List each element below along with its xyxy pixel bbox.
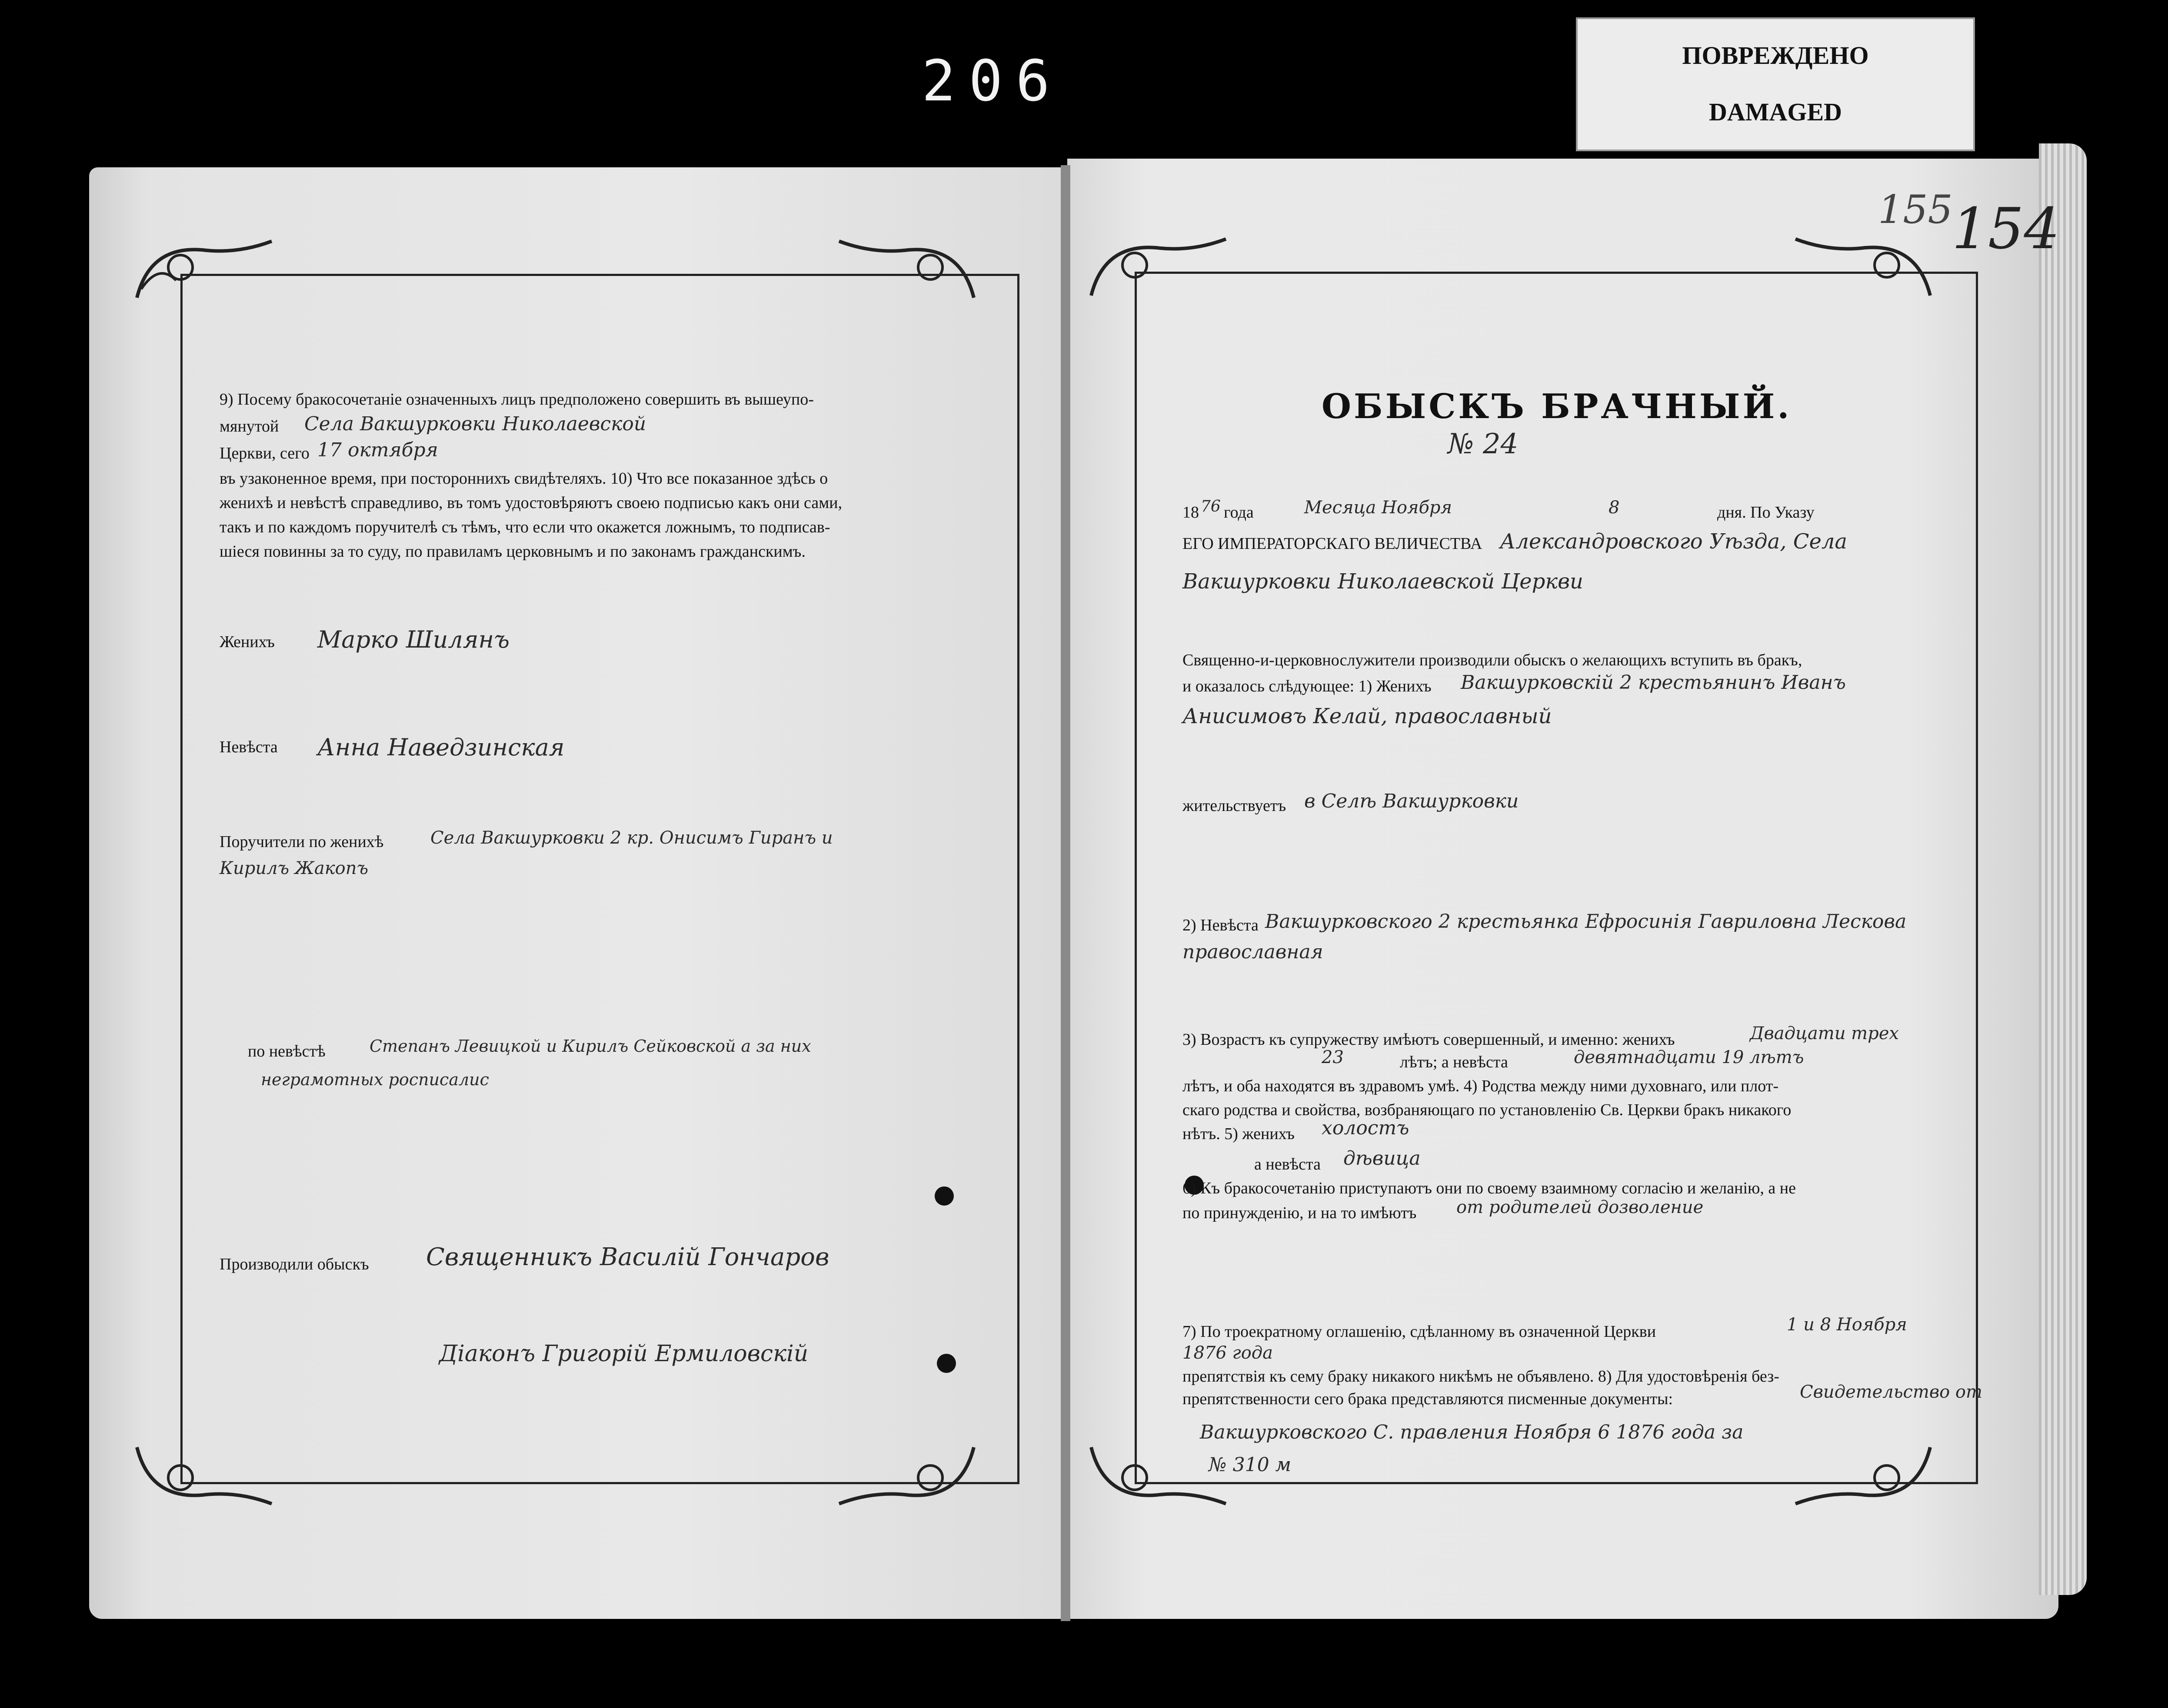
clause9-line2: мянутой <box>220 417 279 435</box>
clause9-line3: Церкви, сего <box>220 444 310 462</box>
bride-handwritten-1: Вакшурковского 2 крестьянка Ефросинія Гавриловна Лескова <box>1265 910 1907 933</box>
banns-line1: 7) По троекратному оглашенію, сдѣланному въ означенной Церкви <box>1182 1323 1656 1341</box>
clause9-church-handwritten: Села Вакшурковки Николаевской <box>304 413 646 435</box>
groom-status-handwritten: холостъ <box>1322 1117 1409 1139</box>
clause9-line1: 9) Посему бракосочетаніе означенныхъ лицъ предположено совершить въ вышеупо- <box>220 390 814 409</box>
guarantors-bride-label: по невѣстѣ <box>248 1042 326 1060</box>
age-line2: лѣтъ; а невѣста <box>1400 1053 1508 1071</box>
clause9-line4: въ узаконенное время, при постороннихъ свидѣтеляхъ. 10) Что все показанное здѣсь о <box>220 469 828 488</box>
age-line1: 3) Возрастъ къ супружеству имѣютъ совершенный, и именно: женихъ <box>1182 1030 1675 1049</box>
conducted-handwritten-1: Священникъ Василій Гончаров <box>426 1243 829 1271</box>
documents-handwritten-1: Свидетельство от <box>1800 1382 1982 1402</box>
banns-line3: препятственности сего брака представляются писменные документы: <box>1182 1390 1673 1408</box>
left-bottom-right-ornament-icon <box>835 1443 978 1508</box>
ukaz-place-handwritten-1: Александровского Уѣзда, Села <box>1500 529 1848 554</box>
date-line-mid: года <box>1224 503 1254 522</box>
right-page-frame <box>1135 272 1978 1484</box>
book-spine <box>1061 165 1070 1621</box>
groom-handwritten: Марко Шилянъ <box>317 626 510 653</box>
right-top-right-ornament-icon <box>1791 235 1935 300</box>
clause9-line6: такъ и по каждомъ поручителѣ съ тѣмъ, что если что окажется ложнымъ, то подписав- <box>220 518 830 536</box>
age-line3: лѣтъ, и оба находятся въ здравомъ умѣ. 4) Родства между ними духовнаго, или плот- <box>1182 1077 1779 1095</box>
guarantors-groom-handwritten-1: Села Вакшурковки 2 кр. Онисимъ Гиранъ и <box>430 828 833 848</box>
bride-label: Невѣста <box>220 738 278 756</box>
date-month-handwritten: Месяца Ноября <box>1304 498 1452 518</box>
bride-handwritten: Анна Наведзинская <box>317 734 565 761</box>
ukaz-place-handwritten-2: Вакшурковки Николаевской Церкви <box>1182 569 1583 594</box>
document-number-handwritten: № 24 <box>1448 428 1519 460</box>
banns-year-handwritten: 1876 года <box>1182 1343 1273 1363</box>
date-line-prefix: 18 <box>1182 503 1199 522</box>
date-day-handwritten: 8 <box>1609 498 1620 518</box>
age-line5: нѣтъ. 5) женихъ <box>1182 1125 1295 1143</box>
clergy-line1: Священно-и-церковнослужители производили обыскъ о желающихъ вступить въ бракъ, <box>1182 651 1802 669</box>
damaged-stamp <box>1576 17 1975 151</box>
clause9-line5: женихѣ и невѣстѣ справедливо, въ томъ удостовѣряютъ своею подписью какъ они сами, <box>220 494 843 512</box>
right-bottom-right-ornament-icon <box>1791 1443 1935 1508</box>
clause9-date-handwritten: 17 октября <box>317 439 438 461</box>
groom-handwritten-2: Анисимовъ Келай, православный <box>1182 704 1552 728</box>
guarantors-groom-label: Поручители по женихѣ <box>220 833 384 851</box>
clause9-line7: шіеся повинны за то суду, по правиламъ церковнымъ и по законамъ гражданскимъ. <box>220 542 806 561</box>
ink-page-number: 154 <box>1952 196 2060 262</box>
documents-handwritten-2: Вакшурковского С. правления Ноября 6 1876 года за <box>1200 1421 1744 1443</box>
consent-line1: 6) Къ бракосочетанію приступаютъ они по своему взаимному согласію и желанію, а не <box>1182 1179 1796 1197</box>
date-line-suffix: дня. По Указу <box>1717 503 1815 522</box>
date-year-handwritten: 76 <box>1201 498 1221 515</box>
left-top-right-ornament-icon <box>835 237 978 302</box>
age-groom-number: 23 <box>1322 1047 1344 1067</box>
stamp-line-en: DAMAGED <box>1708 98 1842 126</box>
left-top-left-ornament-icon <box>133 237 276 302</box>
page-edges <box>2039 143 2087 1595</box>
guarantors-bride-handwritten-1: Степанъ Левицкой и Кирилъ Сейковской а за них <box>370 1037 811 1056</box>
bride-label-right: 2) Невѣста <box>1182 916 1259 934</box>
age-groom-handwritten: Двадцати трех <box>1750 1023 1899 1043</box>
bride-handwritten-2: православная <box>1182 941 1323 963</box>
age-line4: скаго родства и свойства, возбраняющаго по установленію Св. Церкви бракъ никакого <box>1182 1101 1792 1119</box>
groom-handwritten-1: Вакшурковскій 2 крестьянинъ Иванъ <box>1461 671 1846 694</box>
residence-handwritten: в Селѣ Вакшурковки <box>1304 790 1519 812</box>
residence-label: жительствуетъ <box>1182 797 1286 815</box>
clergy-line2: и оказалось слѣдующее: 1) Женихъ <box>1182 677 1432 695</box>
guarantors-groom-handwritten-2: Кирилъ Жакопъ <box>220 858 369 878</box>
conducted-label: Производили обыскъ <box>220 1255 369 1273</box>
guarantors-bride-handwritten-2: неграмотных росписалис <box>261 1070 489 1089</box>
ukaz-line: ЕГО ИМПЕРАТОРСКАГО ВЕЛИЧЕСТВА <box>1182 535 1482 553</box>
left-bottom-left-ornament-icon <box>133 1443 276 1508</box>
documents-handwritten-3: № 310 м <box>1209 1454 1292 1476</box>
punch-hole <box>937 1354 956 1373</box>
pencil-page-number: 155 <box>1878 187 1953 233</box>
bride-status-handwritten: дѣвица <box>1343 1147 1421 1170</box>
groom-label: Женихъ <box>220 633 275 651</box>
consent-line2: по принужденію, и на то имѣютъ <box>1182 1204 1417 1222</box>
frame-number: 206 <box>922 48 1063 114</box>
banns-dates-handwritten: 1 и 8 Ноября <box>1787 1315 1907 1335</box>
banns-line2: препятствія къ сему браку никакого никѣмъ не объявлено. 8) Для удостовѣренія без- <box>1182 1367 1779 1386</box>
stamp-line-ru: ПОВРЕЖДЕНО <box>1682 41 1869 70</box>
bride-status-label: а невѣста <box>1254 1155 1321 1173</box>
age-bride-handwritten: девятнадцати 19 лѣтъ <box>1574 1047 1804 1067</box>
consent-handwritten: от родителей дозволение <box>1456 1197 1704 1217</box>
document-title: ОБЫСКЪ БРАЧНЫЙ. <box>1322 387 1792 426</box>
right-top-left-ornament-icon <box>1087 235 1230 300</box>
punch-hole <box>935 1186 954 1206</box>
conducted-handwritten-2: Діаконъ Григорій Ермиловскій <box>439 1341 809 1367</box>
